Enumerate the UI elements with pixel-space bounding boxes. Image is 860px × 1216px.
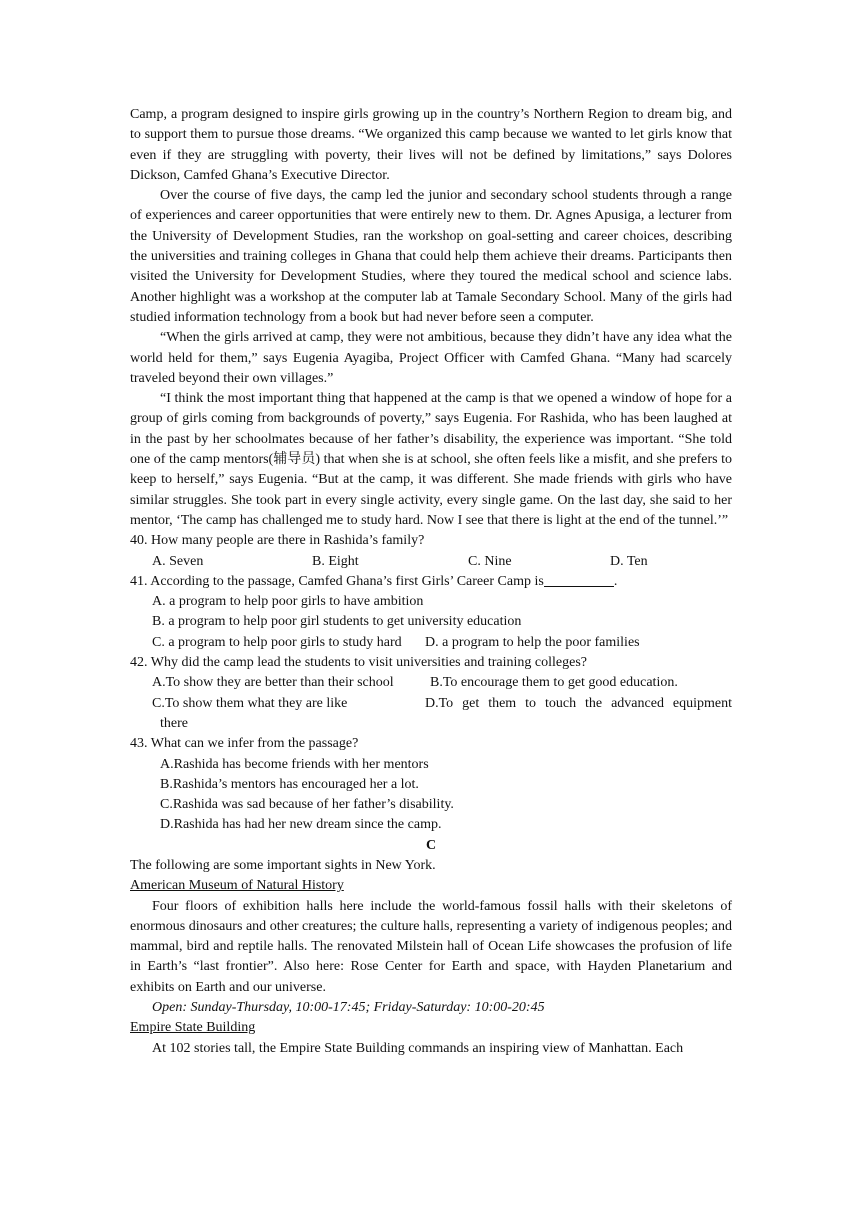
question-40-options	[130, 552, 732, 572]
passage-paragraph-3: “When the girls arrived at camp, they were not ambitious, because they didn’t have any idea what the world held for them,” says Eugenia Ayagiba, Project Officer with Camfed Ghana. “Many had scarcely traveled beyond their own villages.”	[130, 330, 732, 386]
option-d: D.Rashida has had her new dream since the camp.	[160, 817, 442, 833]
option-b: B.Rashida’s mentors has encouraged her a lot.	[160, 776, 419, 792]
question-41-stem-line	[130, 572, 732, 592]
passage-paragraph-2: Over the course of five days, the camp led the junior and secondary school students through a range of experiences and career opportunities that were entirely new to them. Dr. Agnes Apusiga, a lecturer from the University of Development Studies, ran the workshop on goal-setting and career choices, describing the universities and training colleges in Ghana that could help them achieve their dreams. Participants then visited the University for Development Studies, where they toured the medical school and science labs. Another highlight was a workshop at the computer lab at Tamale Secondary School. Many of the girls had studied information technology from a book but had never before seen a computer.	[130, 188, 732, 325]
option-a: A. a program to help poor girls to have ambition	[152, 594, 424, 610]
option-a: A.Rashida has become friends with her mentors	[160, 756, 429, 772]
question-42-stem: 42. Why did the camp lead the students to visit universities and training colleges?	[130, 655, 587, 671]
museum-hours: Open: Sunday-Thursday, 10:00-17:45; Friday-Saturday: 10:00-20:45	[152, 1000, 545, 1016]
option-b: B. a program to help poor girl students to get university education	[152, 614, 522, 630]
question-40-stem: 40. How many people are there in Rashida’s family?	[130, 533, 425, 549]
question-43	[130, 734, 732, 835]
option-d: D.To get them to touch the advanced equipment	[425, 695, 732, 711]
passage-paragraph-1: Camp, a program designed to inspire girls growing up in the country’s Northern Region to dream big, and to support them to pursue those dreams. “We organized this camp because we wanted to let girls know that even if they are struggling with poverty, their lives will not be defined by limitations,” says Dolores Dickson, Camfed Ghana’s Executive Director.	[130, 107, 732, 183]
answer-blank	[544, 572, 614, 587]
museum-heading: American Museum of Natural History	[130, 878, 344, 894]
question-40	[130, 531, 732, 572]
option-b: B.To encourage them to get good education.	[430, 675, 678, 691]
question-42-options-ab	[130, 673, 732, 693]
option-c: C. a program to help poor girls to study hard	[152, 634, 402, 650]
document-page	[130, 105, 732, 1059]
option-c: C.To show them what they are like	[152, 695, 348, 711]
question-41-stem: 41. According to the passage, Camfed Ghana’s first Girls’ Career Camp is	[130, 573, 544, 589]
option-b: B. Eight	[312, 553, 359, 569]
option-c: C.Rashida was sad because of her father’s disability.	[160, 797, 454, 813]
question-41-options-cd	[130, 633, 732, 653]
option-d: D. Ten	[610, 553, 648, 569]
option-a: A.To show they are better than their school	[152, 675, 394, 691]
empire-state-description: At 102 stories tall, the Empire State Building commands an inspiring view of Manhattan. Each	[152, 1040, 684, 1056]
museum-description: Four floors of exhibition halls here include the world-famous fossil halls with their skeletons of enormous dinosaurs and other creatures; the culture halls, representing a variety of indigenous peoples; and mammal, bird and reptile halls. The renovated Milstein hall of Ocean Life showcases the profusion of life in Earth’s “last frontier”. Also here: Rose Center for Earth and space, with Hayden Planetarium and exhibits on Earth and our universe.	[130, 898, 732, 995]
question-43-stem: 43. What can we infer from the passage?	[130, 736, 359, 752]
option-a: A. Seven	[152, 553, 204, 569]
question-41	[130, 572, 732, 653]
option-c: C. Nine	[468, 553, 512, 569]
section-c-intro: The following are some important sights in New York.	[130, 857, 436, 873]
empire-state-heading: Empire State Building	[130, 1020, 256, 1036]
question-42	[130, 653, 732, 734]
question-42-options-cd	[130, 694, 732, 714]
passage-paragraph-4: “I think the most important thing that happened at the camp is that we opened a window of hope for a group of girls coming from backgrounds of poverty,” says Eugenia. For Rashida, who has been laughed at in the past by her schoolmates because of her father’s disability, the experience was important. “She told one of the camp mentors(辅导员) that when she is at school, she often feels like a misfit, and she prefers to keep to herself,” says Eugenia. “But at the camp, it was different. She made friends with girls who have similar struggles. She took part in every single activity, every single game. On the last day, she said to her mentor, ‘The camp has challenged me to study hard. Now I see that there is light at the end of the tunnel.’”	[130, 391, 732, 528]
section-c-heading: C	[425, 837, 437, 853]
option-d: D. a program to help the poor families	[425, 634, 640, 650]
option-d-continuation: there	[160, 715, 188, 731]
question-41-stem-end: .	[613, 573, 618, 589]
